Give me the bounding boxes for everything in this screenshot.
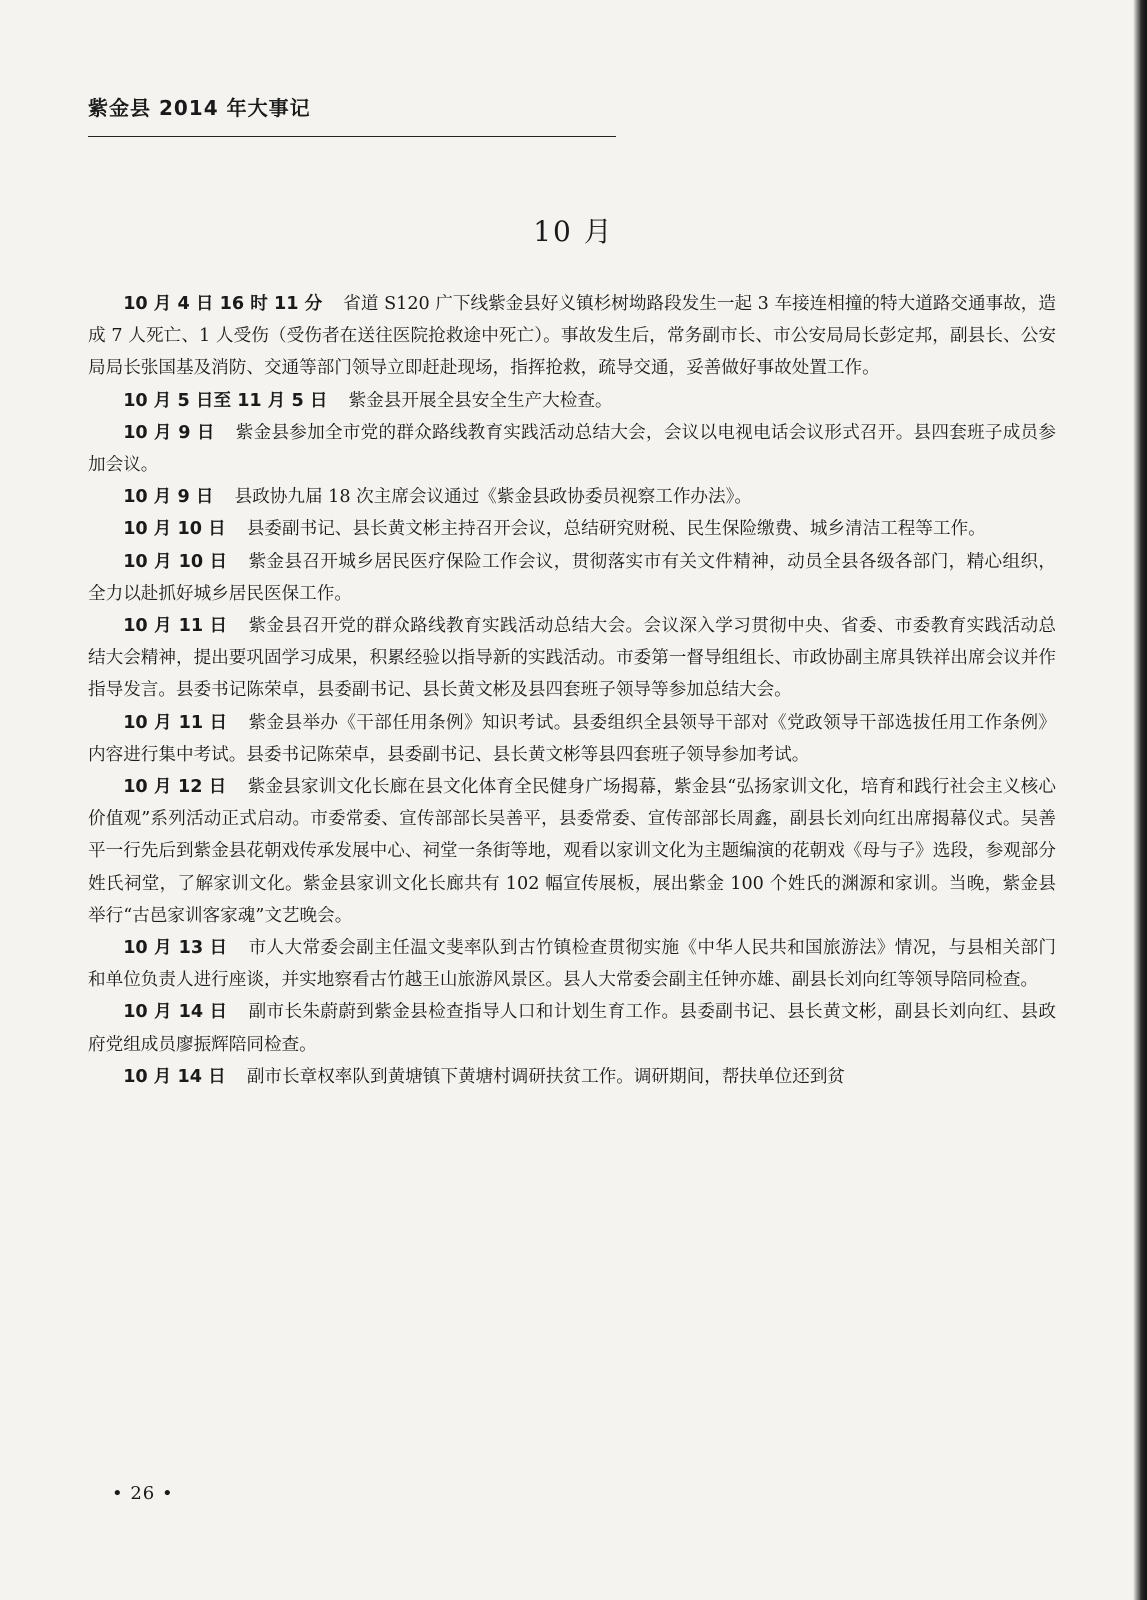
chronicle-entry [88,1061,1056,1093]
chronicle-entry [88,417,1056,481]
chronicle-entry [88,771,1056,932]
entry-date: 10 月 9 日 [123,422,215,443]
header-rule [88,136,616,137]
chronicle-entry [88,481,1056,513]
entry-date: 10 月 13 日 [123,938,228,959]
entry-date: 10 月 9 日 [123,487,214,508]
entry-date: 10 月 12 日 [123,777,227,798]
chronicle-entry [88,385,1056,417]
chronicle-entry [88,932,1056,996]
month-title: 10 月 [533,215,614,248]
chronicle-entry [88,996,1056,1060]
entry-text: 紫金县召开城乡居民医疗保险工作会议，贯彻落实市有关文件精神，动员全县各级各部门，精心组织，全力以赴抓好城乡居民医保工作。 [88,551,1056,604]
entry-date: 10 月 10 日 [123,551,228,572]
chronicle-entry [88,288,1056,385]
entry-date: 10 月 11 日 [123,712,228,733]
entry-text: 市人大常委会副主任温文斐率队到古竹镇检查贯彻实施《中华人民共和国旅游法》情况，与县相关部门和单位负责人进行座谈，并实地察看古竹越王山旅游风景区。县人大常委会副主任钟亦雄、副县长刘向红等领导陪同检查。 [88,938,1056,991]
chronicle-entry [88,546,1056,610]
entry-text: 紫金县召开党的群众路线教育实践活动总结大会。会议深入学习贯彻中央、省委、市委教育实践活动总结大会精神，提出要巩固学习成果，积累经验以指导新的实践活动。市委第一督导组组长、市政协副主席具铁祥出席会议并作指导发言。县委书记陈荣卓，县委副书记、县长黄文彬及县四套班子领导等参加总结大会。 [88,616,1056,701]
entry-date: 10 月 14 日 [123,1066,226,1087]
entry-text: 省道 S120 广下线紫金县好义镇杉树坳路段发生一起 3 车接连相撞的特大道路交通事故，造成 7 人死亡、1 人受伤（受伤者在送往医院抢救途中死亡）。事故发生后，常务副市长、市公安局局长彭定邦，副县长、公安局局长张国基及消防、交通等部门领导立即赶赴现场，指挥抢救，疏导交通，妥善做好事故处置工作。 [88,294,1056,379]
entry-date: 10 月 11 日 [123,616,228,637]
chronicle-entry [88,513,1056,545]
entry-text: 副市长朱蔚蔚到紫金县检查指导人口和计划生育工作。县委副书记、县长黄文彬，副县长刘向红、县政府党组成员廖振辉陪同检查。 [88,1002,1056,1055]
chronicle-entries [88,288,1056,1093]
entry-date: 10 月 10 日 [123,519,226,540]
chronicle-entry [88,707,1056,771]
chronicle-entry [88,610,1056,707]
entry-date: 10 月 5 日至 11 月 5 日 [123,390,328,411]
entry-text: 副市长章权率队到黄塘镇下黄塘村调研扶贫工作。调研期间，帮扶单位还到贫 [246,1066,846,1087]
entry-date: 10 月 4 日 16 时 11 分 [123,294,323,314]
entry-text: 紫金县举办《干部任用条例》知识考试。县委组织全县领导干部对《党政领导干部选拔任用工作条例》内容进行集中考试。县委书记陈荣卓，县委副书记、县长黄文彬等县四套班子领导参加考试。 [88,712,1056,765]
entry-date: 10 月 14 日 [123,1002,228,1023]
running-header: 紫金县 2014 年大事记 [88,96,311,120]
entry-text: 县政协九届 18 次主席会议通过《紫金县政协委员视察工作办法》。 [234,487,752,508]
entry-text: 县委副书记、县长黄文彬主持召开会议，总结研究财税、民生保险缴费、城乡清洁工程等工作。 [246,519,986,540]
page-number: • 26 • [112,1483,174,1504]
entry-text: 紫金县参加全市党的群众路线教育实践活动总结大会，会议以电视电话会议形式召开。县四套班子成员参加会议。 [88,422,1056,476]
entry-text: 紫金县开展全县安全生产大检查。 [348,390,613,411]
entry-text: 紫金县家训文化长廊在县文化体育全民健身广场揭幕，紫金县“弘扬家训文化，培育和践行社会主义核心价值观”系列活动正式启动。市委常委、宣传部部长吴善平，县委常委、宣传部部长周鑫，副县长刘向红出席揭幕仪式。吴善平一行先后到紫金县花朝戏传承发展中心、祠堂一条街等地，观看以家训文化为主题编演的花朝戏《母与子》选段，参观部分姓氏祠堂，了解家训文化。紫金县家训文化长廊共有 102 幅宣传展板，展出紫金 100 个姓氏的渊源和家训。当晚，紫金县举行“古邑家训客家魂”文艺晚会。 [88,777,1057,926]
